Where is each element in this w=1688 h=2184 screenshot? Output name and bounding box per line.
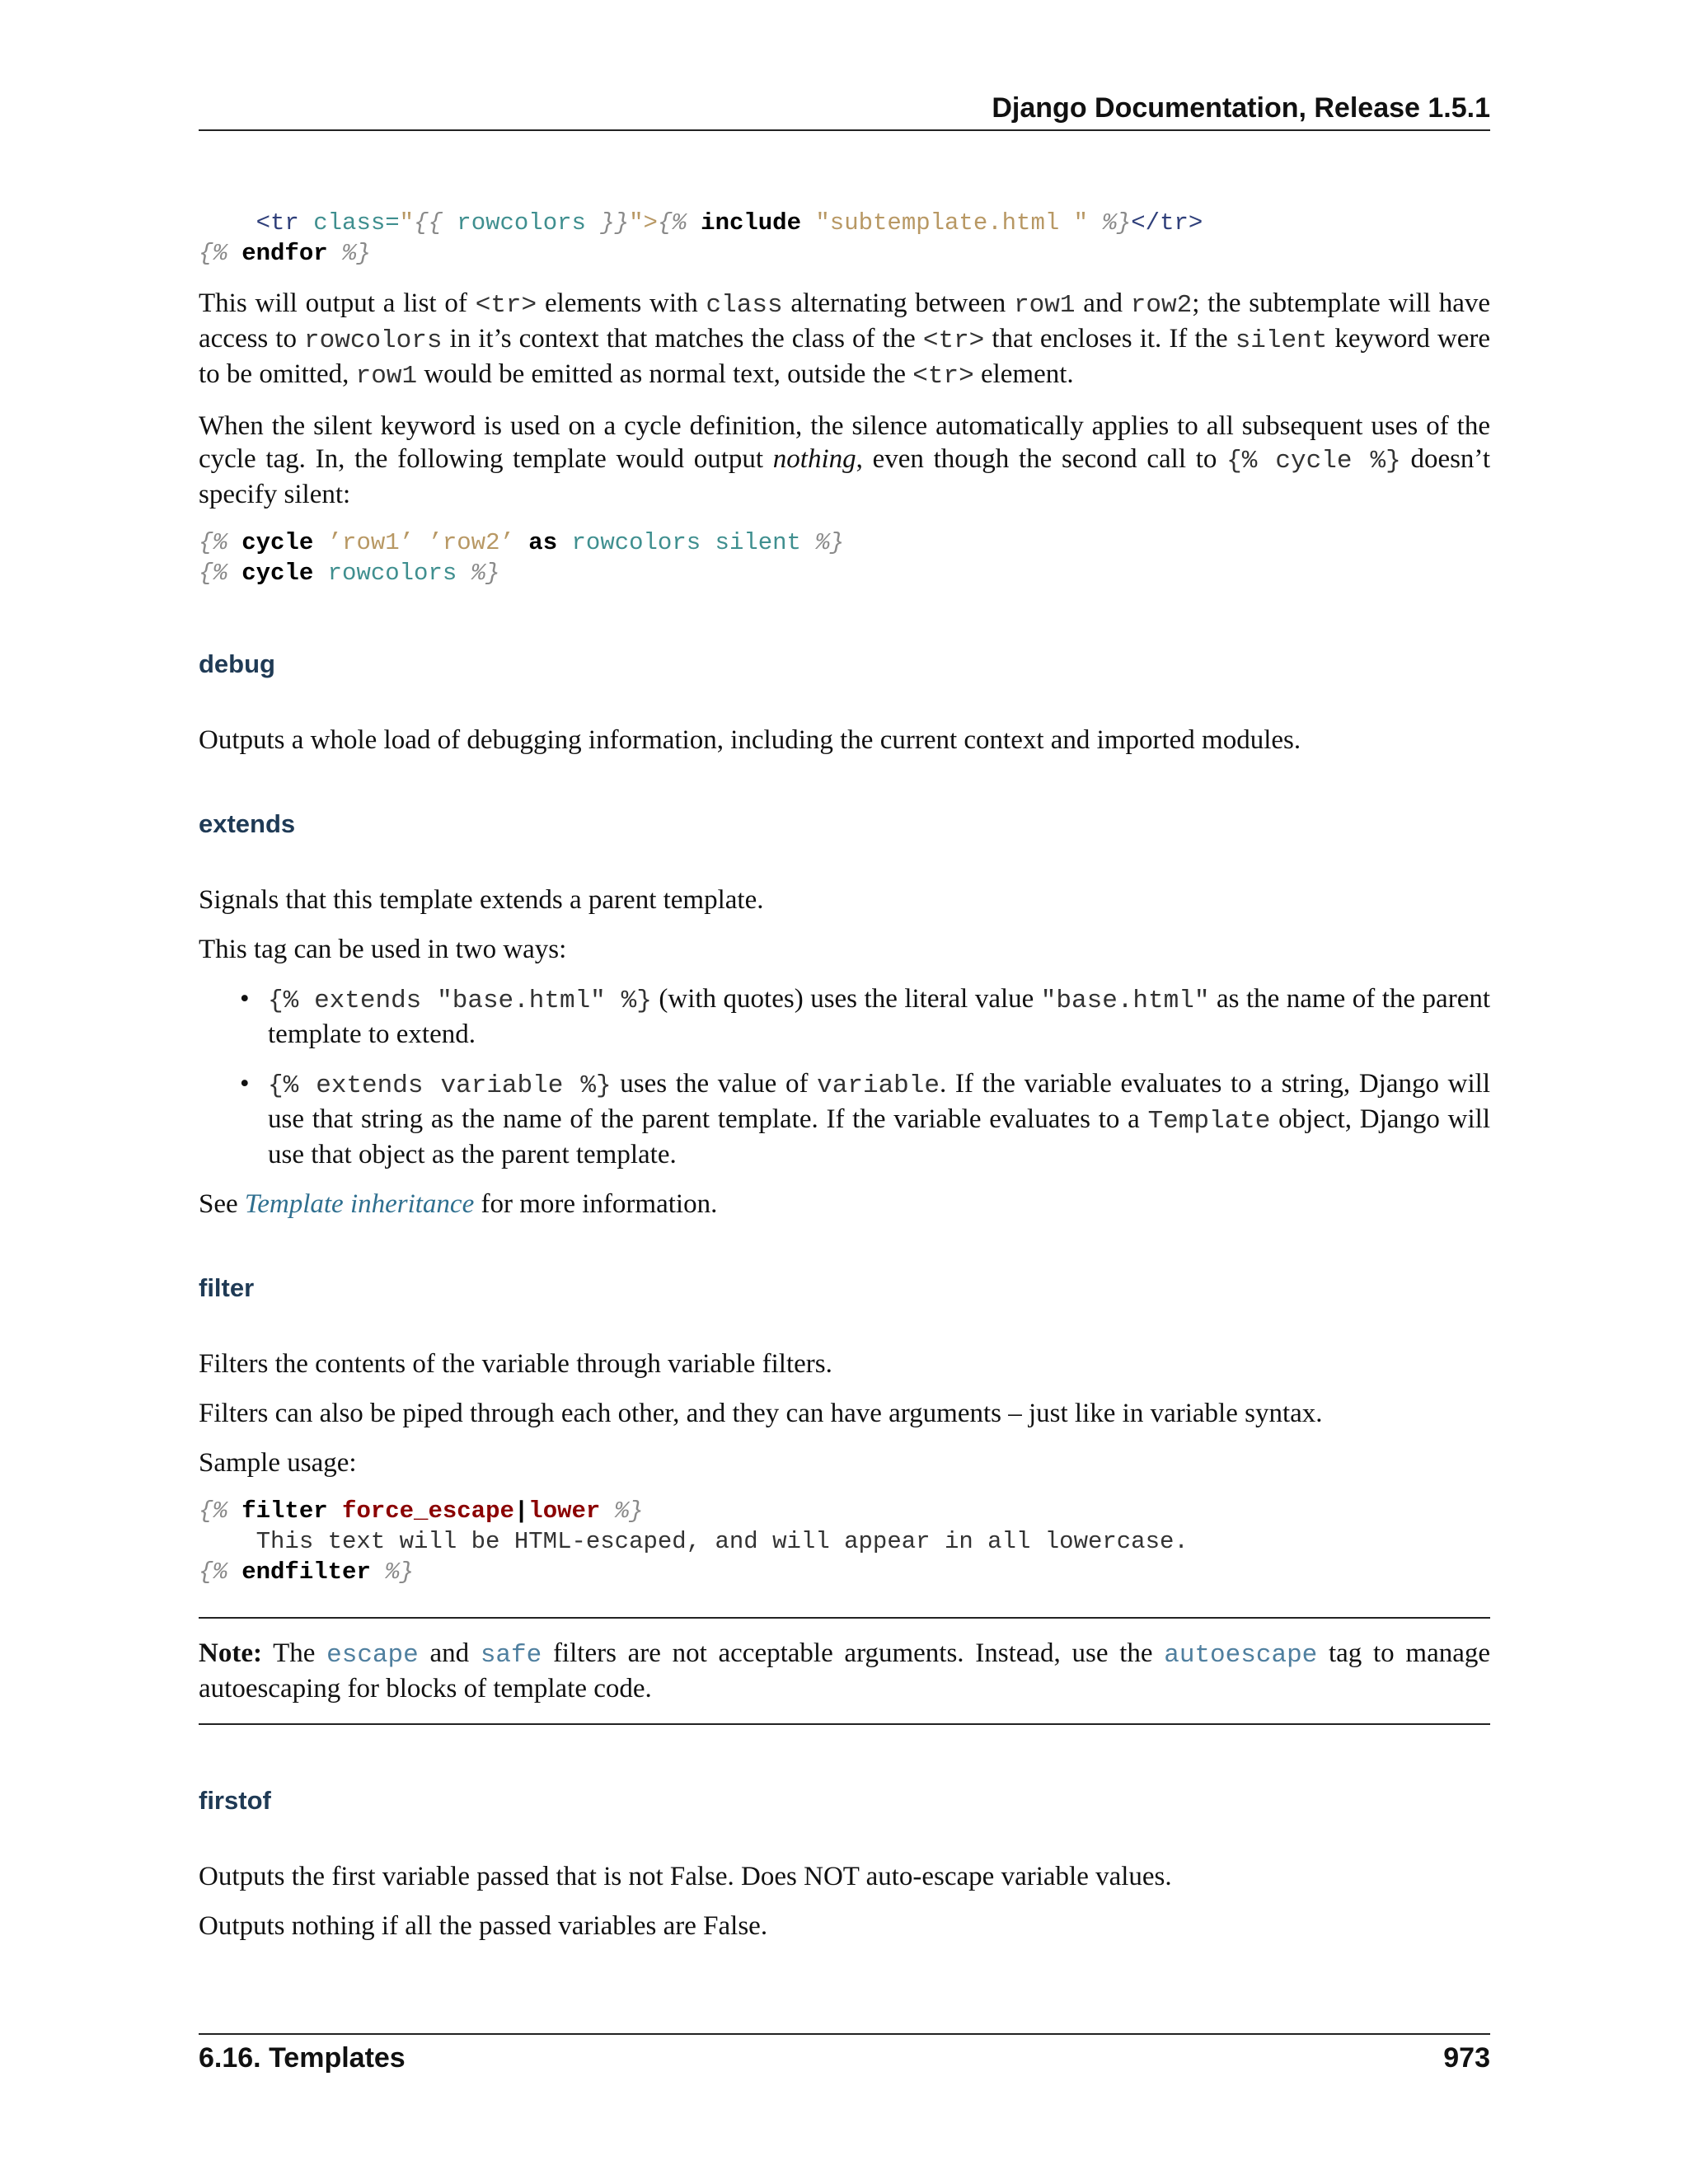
section-heading-filter: filter — [199, 1273, 255, 1302]
code-token: {{ — [414, 209, 443, 237]
running-header: Django Documentation, Release 1.5.1 — [992, 92, 1490, 124]
code-token: "> — [629, 209, 658, 237]
code-token: include — [686, 209, 816, 237]
list-item: • {% extends "base.html" %} (with quotes) uses the literal value "base.html" as the name of the parent template to extend. — [240, 984, 1491, 1049]
section-heading-extends: extends — [199, 809, 296, 838]
list-item: • {% extends variable %} uses the value of variable. If the variable evaluates to a string, Django will use that string as the name of the parent template. If the variable evaluates to a Template object, Django will use that object as the parent template. — [240, 1069, 1490, 1169]
footer-section: 6.16. Templates — [199, 2042, 406, 2074]
paragraph-extends-2: This tag can be used in two ways: — [199, 935, 567, 964]
footer-rule — [199, 2033, 1490, 2035]
page-number: 973 — [1443, 2042, 1490, 2074]
section-heading-firstof: firstof — [199, 1786, 271, 1815]
code-token: {% — [657, 209, 687, 237]
code-block-cycle-silent: {% cycle ’row1’ ’row2’ as rowcolors silent %} {% cycle rowcolors %} — [199, 529, 845, 587]
paragraph-firstof-2: Outputs nothing if all the passed variables are False. — [199, 1911, 768, 1941]
code-token: " — [399, 209, 415, 237]
code-token: {% — [199, 240, 227, 267]
paragraph-see-also: See Template inheritance for more information. — [199, 1189, 718, 1219]
note-label: Note: — [199, 1638, 262, 1668]
code-token: %} — [1088, 209, 1132, 237]
code-token: </tr> — [1131, 209, 1203, 237]
paragraph-debug: Outputs a whole load of debugging information, including the current context and imported modules. — [199, 725, 1301, 755]
paragraph-filter-1: Filters the contents of the variable through variable filters. — [199, 1349, 832, 1379]
code-token: }} — [600, 209, 630, 237]
paragraph-extends-1: Signals that this template extends a parent template. — [199, 885, 764, 915]
template-inheritance-link[interactable]: Template inheritance — [244, 1189, 475, 1219]
code-token: "subtemplate.html " — [815, 209, 1089, 237]
paragraph-filter-2: Filters can also be piped through each other, and they can have arguments – just like in variable syntax. — [199, 1399, 1323, 1428]
code-token: <tr — [256, 209, 314, 237]
section-heading-debug: debug — [199, 649, 275, 678]
note-text: Note: The escape and safe filters are not acceptable arguments. Instead, use the autoescape tag to manage autoescaping for blocks of template code. — [199, 1638, 1491, 1704]
code-token: rowcolors — [442, 209, 601, 237]
paragraph-filter-3: Sample usage: — [199, 1448, 357, 1478]
code-block-cycle-include — [199, 208, 1490, 269]
document-page — [199, 0, 1490, 2184]
page-content — [199, 208, 1490, 1943]
code-block-filter: {% filter force_escape|lower %} This text will be HTML-escaped, and will appear in all lowercase. {% endfilter %} — [199, 1497, 1189, 1586]
extends-bullet-list — [199, 982, 1490, 1171]
code-token: %} — [327, 240, 371, 267]
header-rule — [199, 129, 1490, 131]
running-footer — [199, 2041, 1490, 2075]
code-token: endfor — [227, 240, 328, 267]
paragraph-silent: When the silent keyword is used on a cycle definition, the silence automatically applies to all subsequent uses of the cycle tag. In, the following template would output nothing, even though the second call to {% cycle %} doesn’t specify silent: — [199, 411, 1490, 509]
note-box — [199, 1617, 1490, 1725]
paragraph-output: This will output a list of <tr> elements with class alternating between row1 and row2; the subtemplate will have access to rowcolors in it’s context that matches the class of the <tr> that encloses it. If the silent keyword were to be omitted, row1 would be emitted as normal text, outside the <tr> element. — [199, 288, 1491, 391]
code-token: class= — [313, 209, 400, 237]
paragraph-firstof-1: Outputs the first variable passed that is not False. Does NOT auto-escape variable values. — [199, 1862, 1172, 1891]
